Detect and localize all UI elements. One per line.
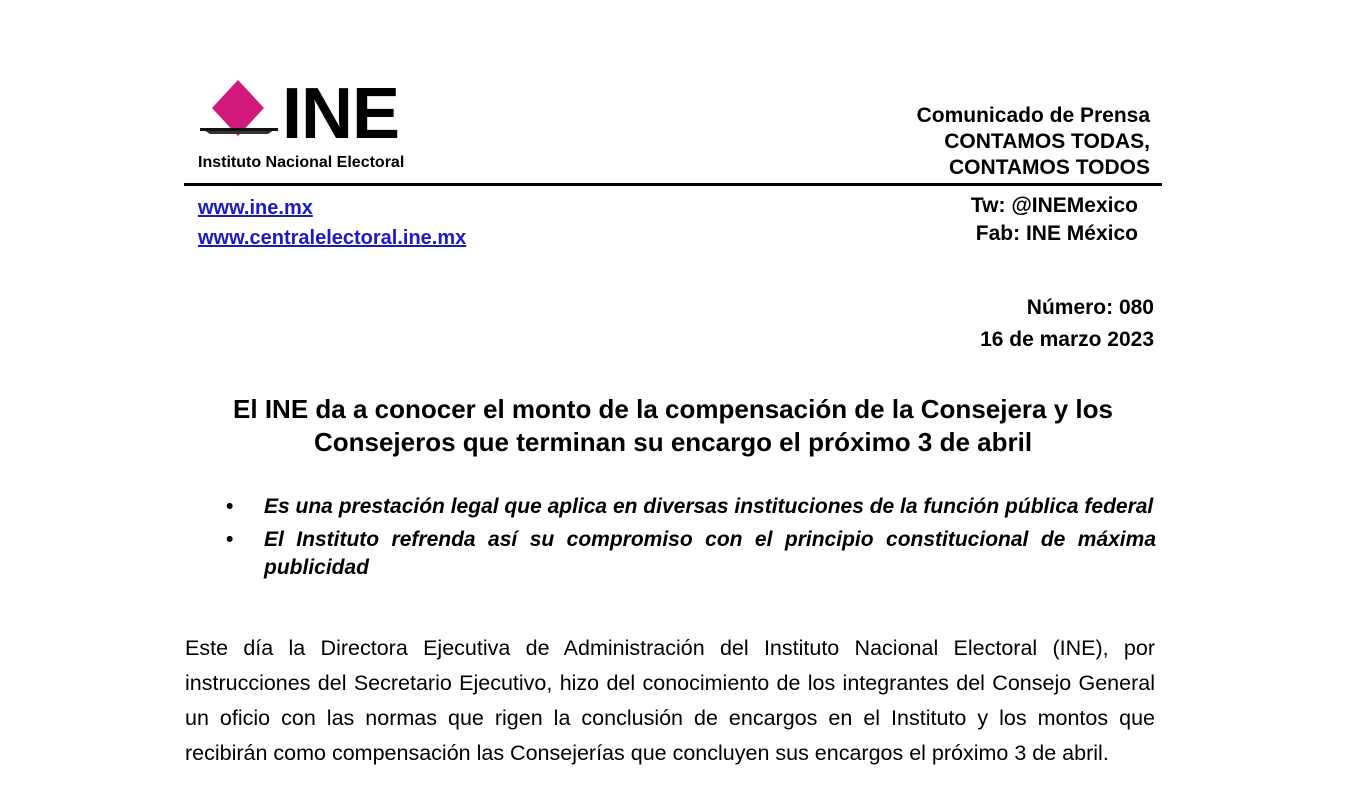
body-paragraph: Este día la Directora Ejecutiva de Administración del Instituto Nacional Electoral (INE), por instrucciones del Secretario Ejecutivo, hizo del conocimiento de los integrantes del Consejo General un oficio con las normas que rigen la conclusión de encargos en el Instituto y los montos que recibirán como compensación las Consejerías que concluyen sus encargos el próximo 3 de abril. xyxy=(185,636,1155,765)
logo-wordmark: INE xyxy=(282,74,400,154)
release-meta xyxy=(980,292,1154,356)
website-links xyxy=(198,193,466,253)
bullet-icon: • xyxy=(226,495,234,518)
header-line: CONTAMOS TODAS, xyxy=(944,130,1150,153)
ine-logo xyxy=(198,74,458,178)
bullet-icon: • xyxy=(226,528,234,551)
social-handles xyxy=(971,192,1138,248)
headline: El INE da a conocer el monto de la compensación de la Consejera y los Consejeros que terminan su encargo el próximo 3 de abril xyxy=(233,394,1113,457)
central-electoral-link[interactable]: www.centralelectoral.ine.mx xyxy=(198,227,467,249)
release-date: 16 de marzo 2023 xyxy=(980,328,1154,351)
twitter-handle: Tw: @INEMexico xyxy=(970,194,1138,217)
bullet-text: Es una prestación legal que aplica en diversas instituciones de la función pública federal xyxy=(264,495,1154,518)
ballot-box-logo-icon xyxy=(198,78,280,148)
header-divider xyxy=(184,183,1162,186)
press-release-header xyxy=(917,103,1150,181)
ine-website-link[interactable]: www.ine.mx xyxy=(198,197,313,219)
logo-subtitle: Instituto Nacional Electoral xyxy=(198,154,405,171)
bullet-text: El Instituto refrenda así su compromiso con el principio constitucional de máxima publicidad xyxy=(264,528,1156,579)
header-line: Comunicado de Prensa xyxy=(916,104,1150,127)
facebook-handle: Fab: INE México xyxy=(975,222,1138,245)
highlights-list xyxy=(226,493,1156,587)
list-item xyxy=(226,493,1156,521)
list-item xyxy=(226,526,1156,582)
release-number: Número: 080 xyxy=(1026,296,1154,319)
header-line: CONTAMOS TODOS xyxy=(948,156,1150,179)
